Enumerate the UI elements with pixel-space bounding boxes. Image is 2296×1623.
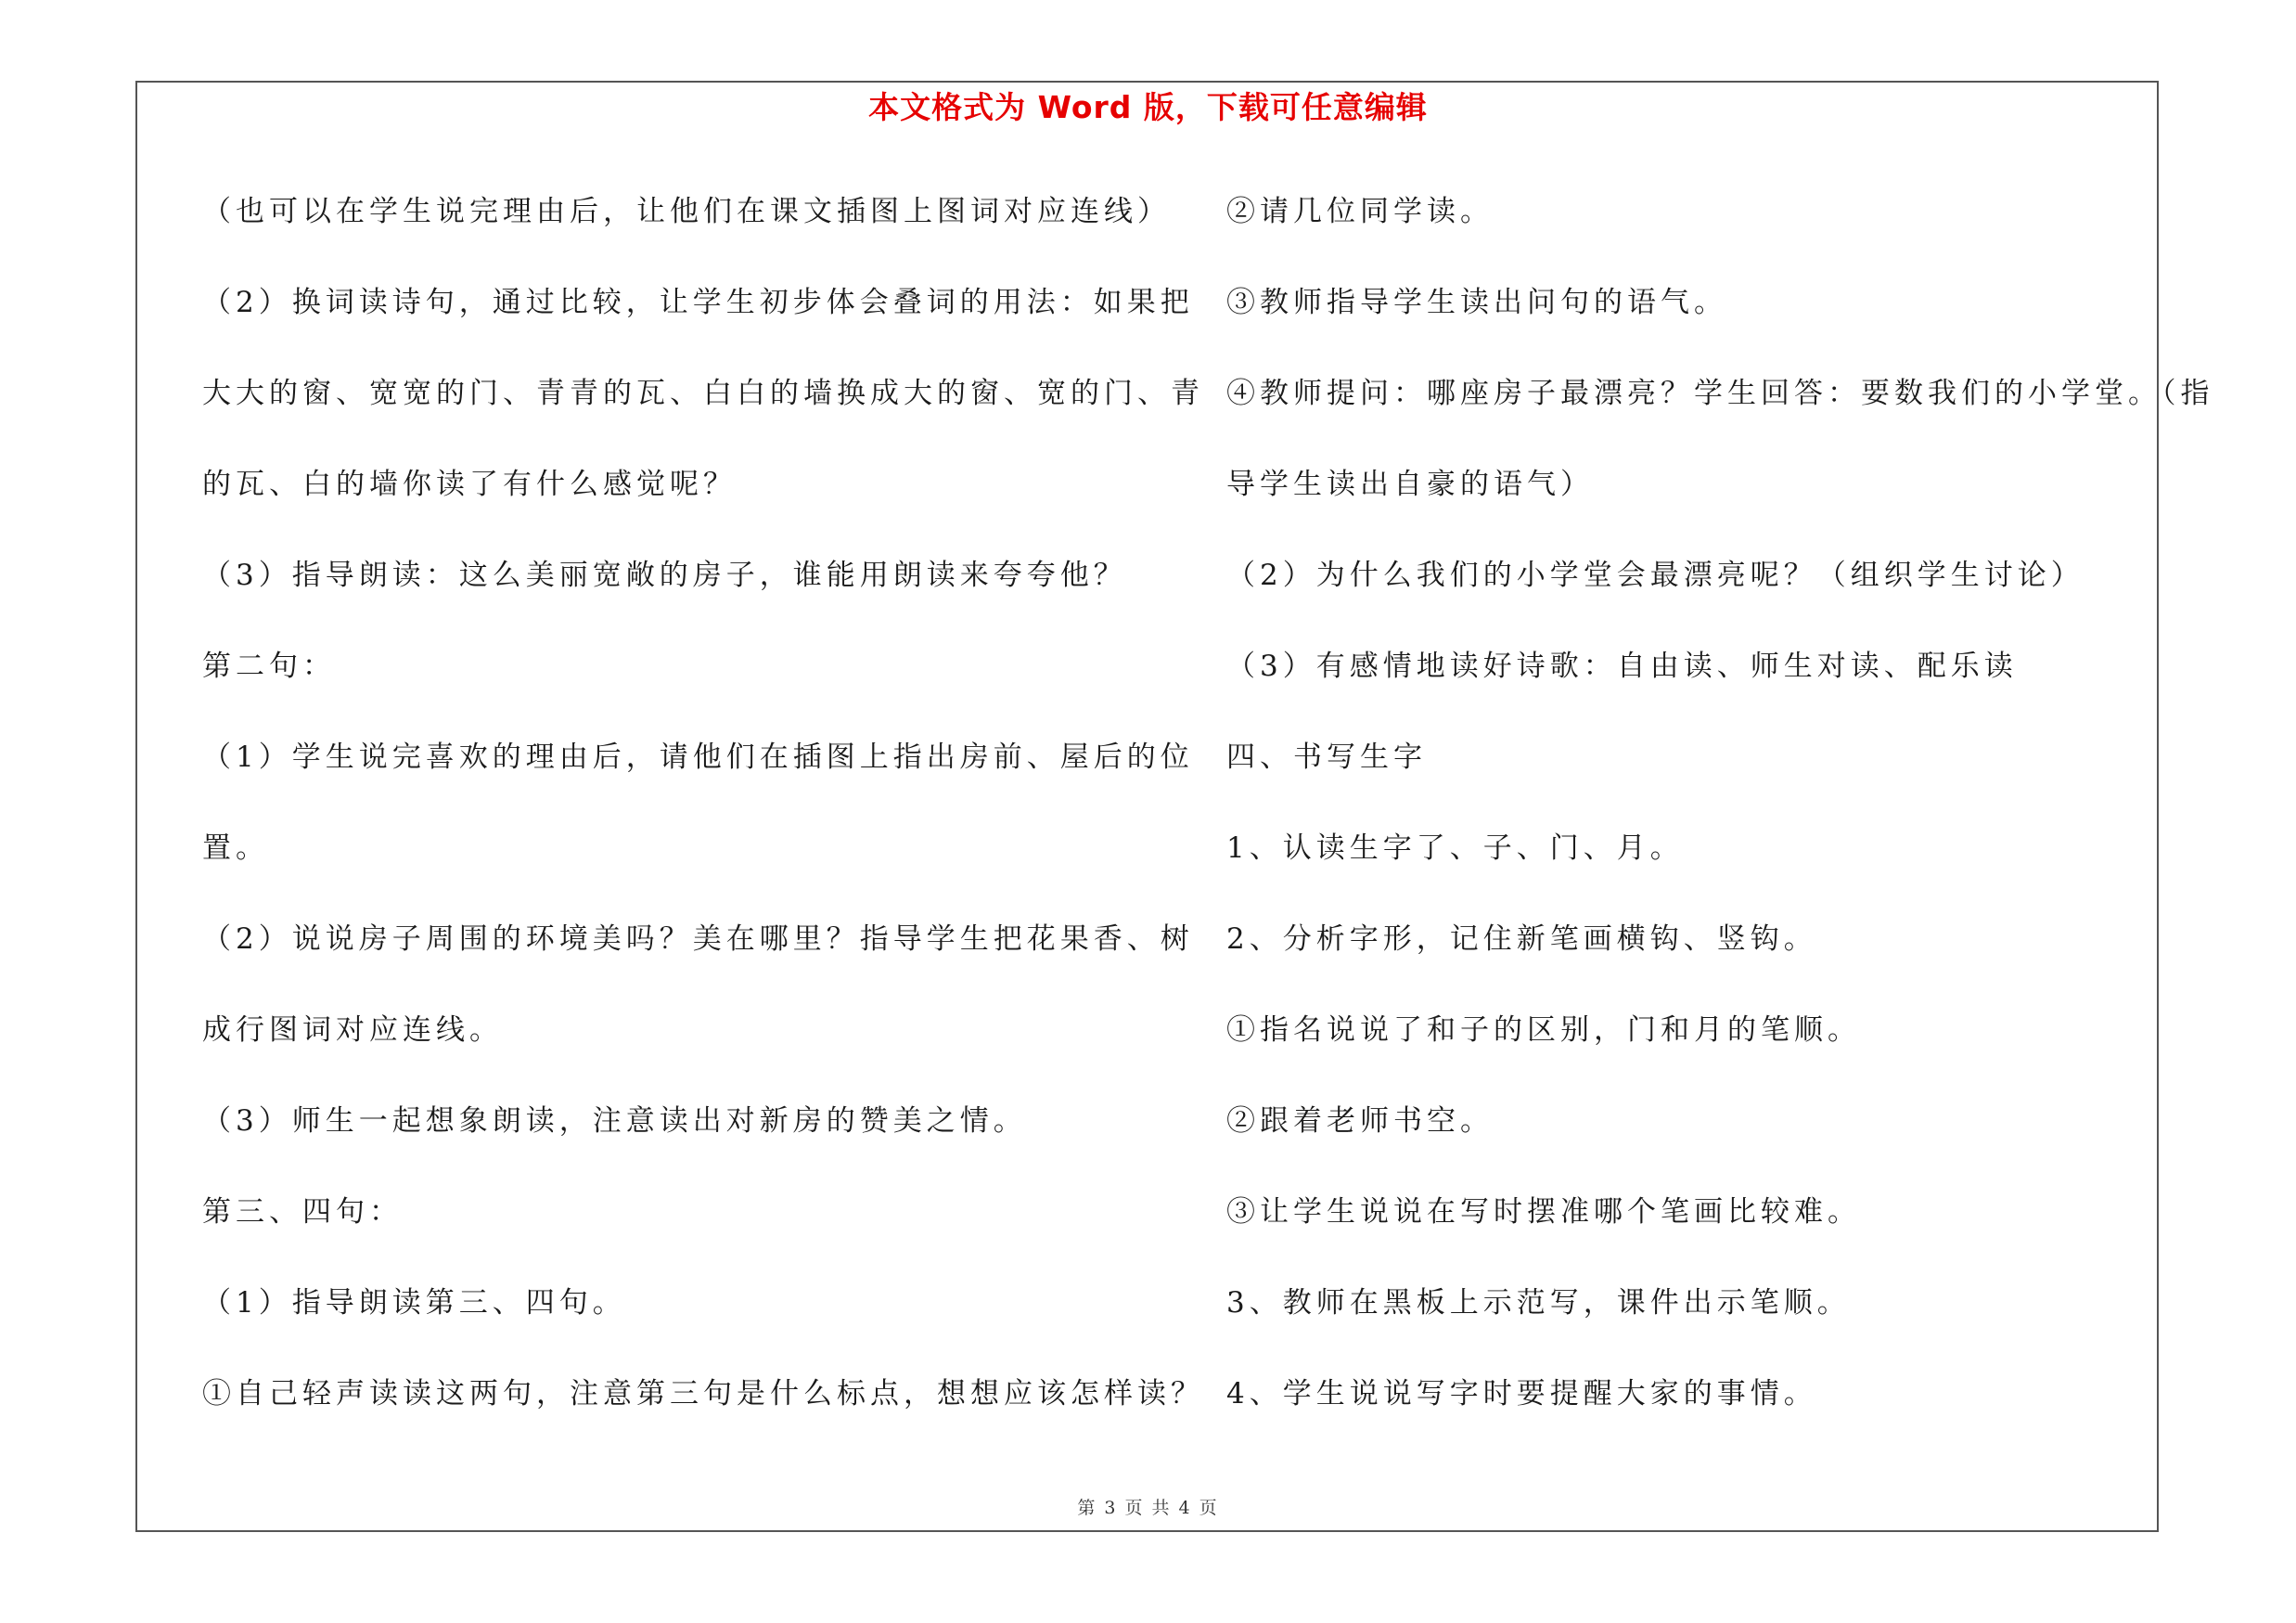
document-banner: 本文格式为 Word 版，下载可任意编辑	[868, 89, 1428, 125]
paragraph-line: （3）师生一起想象朗读，注意读出对新房的赞美之情。	[202, 1104, 1027, 1138]
page-number-footer: 第 3 页 共 4 页	[1077, 1498, 1219, 1518]
paragraph-line: ②请几位同学读。	[1226, 195, 1494, 228]
paragraph-line: （2）说说房子周围的环境美吗？美在哪里？指导学生把花果香、树	[202, 922, 1194, 956]
paragraph-line: 导学生读出自豪的语气）	[1226, 468, 1594, 501]
paragraph-line: （2）为什么我们的小学堂会最漂亮呢？（组织学生讨论）	[1226, 559, 2084, 592]
paragraph-line: 4、学生说说写字时要提醒大家的事情。	[1226, 1377, 1817, 1410]
paragraph-line: 置。	[202, 831, 269, 865]
paragraph-line: 大大的窗、宽宽的门、青青的瓦、白白的墙换成大的窗、宽的门、青	[202, 377, 1204, 410]
paragraph-line: 第二句：	[202, 650, 336, 683]
paragraph-line: ①指名说说了和子的区别，门和月的笔顺。	[1226, 1013, 1861, 1047]
paragraph-line: 的瓦、白的墙你读了有什么感觉呢？	[202, 468, 737, 501]
paragraph-line: 成行图词对应连线。	[202, 1013, 503, 1047]
paragraph-line: （3）有感情地读好诗歌：自由读、师生对读、配乐读	[1226, 650, 2018, 683]
paragraph-line: （也可以在学生说完理由后，让他们在课文插图上图词对应连线）	[202, 195, 1171, 228]
left-column	[202, 181, 1204, 1454]
paragraph-line: （1）学生说完喜欢的理由后，请他们在插图上指出房前、屋后的位	[202, 741, 1194, 774]
paragraph-line: 1、认读生字了、子、门、月。	[1226, 831, 1684, 865]
paragraph-line: （2）换词读诗句，通过比较，让学生初步体会叠词的用法：如果把	[202, 286, 1194, 319]
paragraph-line: 四、书写生字	[1226, 741, 1427, 774]
right-column	[1226, 181, 2214, 1454]
paragraph-line: ③让学生说说在写时摆准哪个笔画比较难。	[1226, 1195, 1861, 1229]
paragraph-line: ④教师提问：哪座房子最漂亮？学生回答：要数我们的小学堂。（指	[1226, 377, 2214, 410]
paragraph-line: 3、教师在黑板上示范写，课件出示笔顺。	[1226, 1286, 1851, 1320]
paragraph-line: （1）指导朗读第三、四句。	[202, 1286, 626, 1320]
paragraph-line: 2、分析字形，记住新笔画横钩、竖钩。	[1226, 922, 1817, 956]
paragraph-line: ②跟着老师书空。	[1226, 1104, 1494, 1138]
paragraph-line: 第三、四句：	[202, 1195, 403, 1229]
paragraph-line: ①自己轻声读读这两句，注意第三句是什么标点，想想应该怎样读？	[202, 1377, 1204, 1410]
paragraph-line: （3）指导朗读：这么美丽宽敞的房子，谁能用朗读来夸夸他？	[202, 559, 1127, 592]
paragraph-line: ③教师指导学生读出问句的语气。	[1226, 286, 1727, 319]
